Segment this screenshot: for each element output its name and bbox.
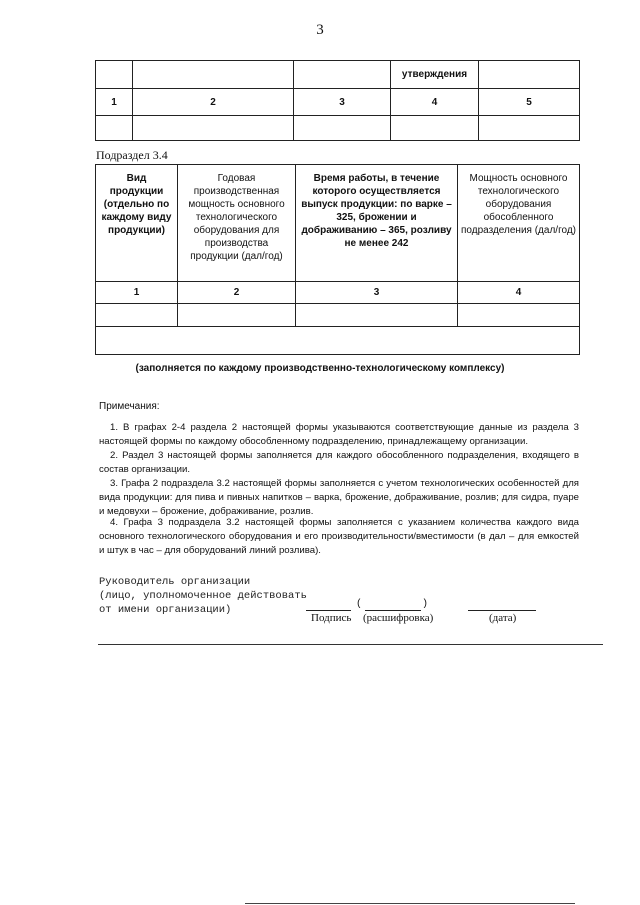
column-number: 2 [133,89,294,116]
table-row [96,116,580,141]
table-cell: утверждения [391,61,479,89]
note-item [99,477,579,519]
table-cell [458,304,580,327]
signatory-title: Руководитель организации [99,576,251,588]
table-cell [96,116,133,141]
page-number: 3 [316,22,324,38]
column-number: 3 [294,89,391,116]
column-header: Мощность основного технологического оборудования обособленного подразделения (дал/год) [458,165,580,282]
paren-open: ( [356,599,363,610]
table-row [96,282,580,304]
date-line [468,610,536,611]
table-row [96,61,580,89]
signatory-subtitle: (лицо, уполномоченное действовать [99,590,307,602]
column-number: 5 [479,89,580,116]
divider [98,644,603,645]
column-number: 4 [458,282,580,304]
decoding-label: (расшифровка) [363,612,434,624]
table-cell [178,304,296,327]
signature-line [306,610,351,611]
table-cell [296,304,458,327]
table-cell [391,116,479,141]
table-cell [133,61,294,89]
note-text: 2. Раздел 3 настоящей формы заполняется для каждого обособленного подразделения, входящего в состав организации. [99,450,579,475]
subsection-title: Подраздел 3.4 [96,148,168,162]
column-number: 4 [391,89,479,116]
column-number: 2 [178,282,296,304]
table-cell [294,116,391,141]
table-subsection-3-4 [95,164,580,355]
table-top [95,60,580,141]
note-text: 4. Графа 3 подраздела 3.2 настоящей формы заполняется с указанием количества каждого вида основного технологического оборудования и его производительности/вместимости (в дал – для емкостей и штук в час – для оборудований линий розлива). [99,517,579,556]
table-row [96,89,580,116]
column-number: 1 [96,282,178,304]
note-text: 1. В графах 2-4 раздела 2 настоящей формы указываются соответствующие данные из раздела 3 настоящей формы по каждому обособленному подразделению, принадлежащему организации. [99,422,579,447]
column-header: Время работы, в течение которого осуществляется выпуск продукции: по варке – 325, брожении и дображиванию – 365, розливу не менее 242 [296,165,458,282]
table-cell [133,116,294,141]
signatory-subtitle-cont: от имени организации) [99,604,232,616]
table-cell [294,61,391,89]
column-header: Годовая производственная мощность основного технологического оборудования для производства продукции (дал/год) [178,165,296,282]
note-item [99,421,579,449]
column-number: 1 [96,89,133,116]
table-header-row [96,165,580,282]
column-header: Вид продукции (отдельно по каждому виду продукции) [96,165,178,282]
note-item [99,449,579,477]
divider [245,903,575,904]
table-cell [479,61,580,89]
paren-close: ) [422,599,429,610]
table-cell [96,327,580,355]
table-cell [96,61,133,89]
date-label: (дата) [489,612,517,624]
decoding-line [365,610,421,611]
note-text: 3. Графа 2 подраздела 3.2 настоящей формы заполняется с учетом технологических особенностей для вида продукции: для пива и пивных напитков – варка, брожение, дображивание, розлив; для сидра, пуаре и медовухи – брожение, дображивание, розлив. [99,478,579,517]
table-cell [479,116,580,141]
column-number: 3 [296,282,458,304]
table-cell [96,304,178,327]
table-row [96,327,580,355]
table-row [96,304,580,327]
signature-label: Подпись [311,612,352,624]
fill-instruction: (заполняется по каждому производственно-технологическому комплексу) [135,363,505,374]
notes-title: Примечания: [99,401,160,412]
note-item [99,516,579,558]
